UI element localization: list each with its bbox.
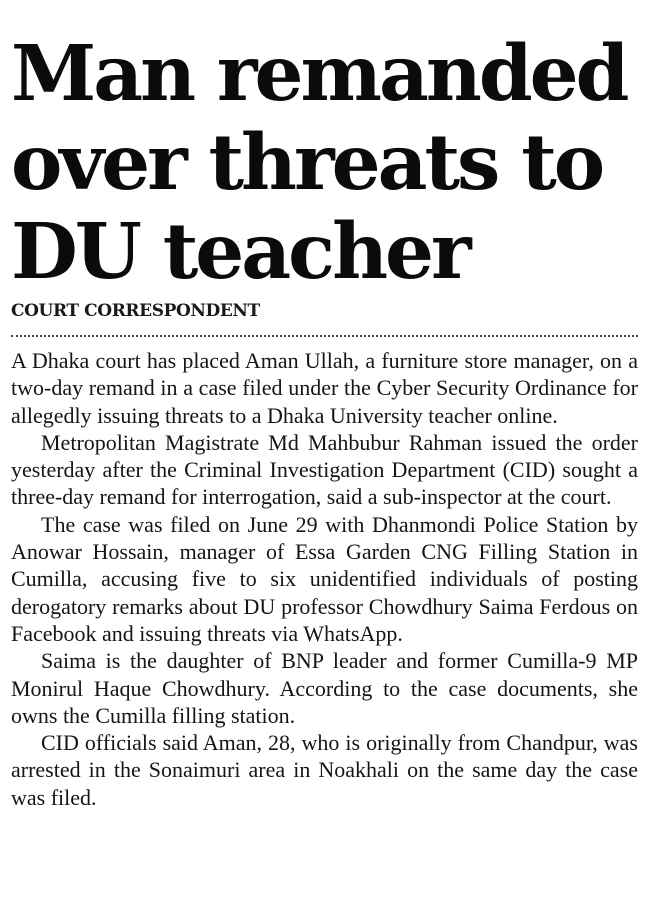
body-paragraph: The case was filed on June 29 with Dhanmondi Police Station by Anowar Hossain, manager of Essa Garden CNG Filling Station in Cumilla, accusing five to six unidentified individuals of posting derogatory remarks about DU professor Chowdhury Saima Ferdous on Facebook and issuing threats via WhatsApp. [11, 511, 638, 646]
headline-line: Man remanded [11, 29, 627, 119]
headline-line: over threats to [11, 118, 603, 208]
body-paragraph: CID officials said Aman, 28, who is originally from Chandpur, was arrested in the Sonaimuri area in Noakhali on the same day the case was filed. [11, 730, 638, 810]
article-body [11, 347, 638, 811]
news-article [11, 30, 638, 811]
headline-line: DU teacher [11, 207, 469, 297]
dotted-divider [11, 335, 638, 337]
headline [11, 30, 638, 297]
body-paragraph: Saima is the daughter of BNP leader and former Cumilla-9 MP Monirul Haque Chowdhury. According to the case documents, she owns the Cumilla filling station. [11, 648, 638, 728]
body-paragraph: Metropolitan Magistrate Md Mahbubur Rahman issued the order yesterday after the Criminal Investigation Department (CID) sought a three-day remand for interrogation, said a sub-inspector at the court. [11, 429, 638, 510]
byline: COURT CORRESPONDENT [11, 301, 260, 321]
body-paragraph: A Dhaka court has placed Aman Ullah, a furniture store manager, on a two-day remand in a case filed under the Cyber Security Ordinance for allegedly issuing threats to a Dhaka University teacher online. [11, 348, 638, 428]
